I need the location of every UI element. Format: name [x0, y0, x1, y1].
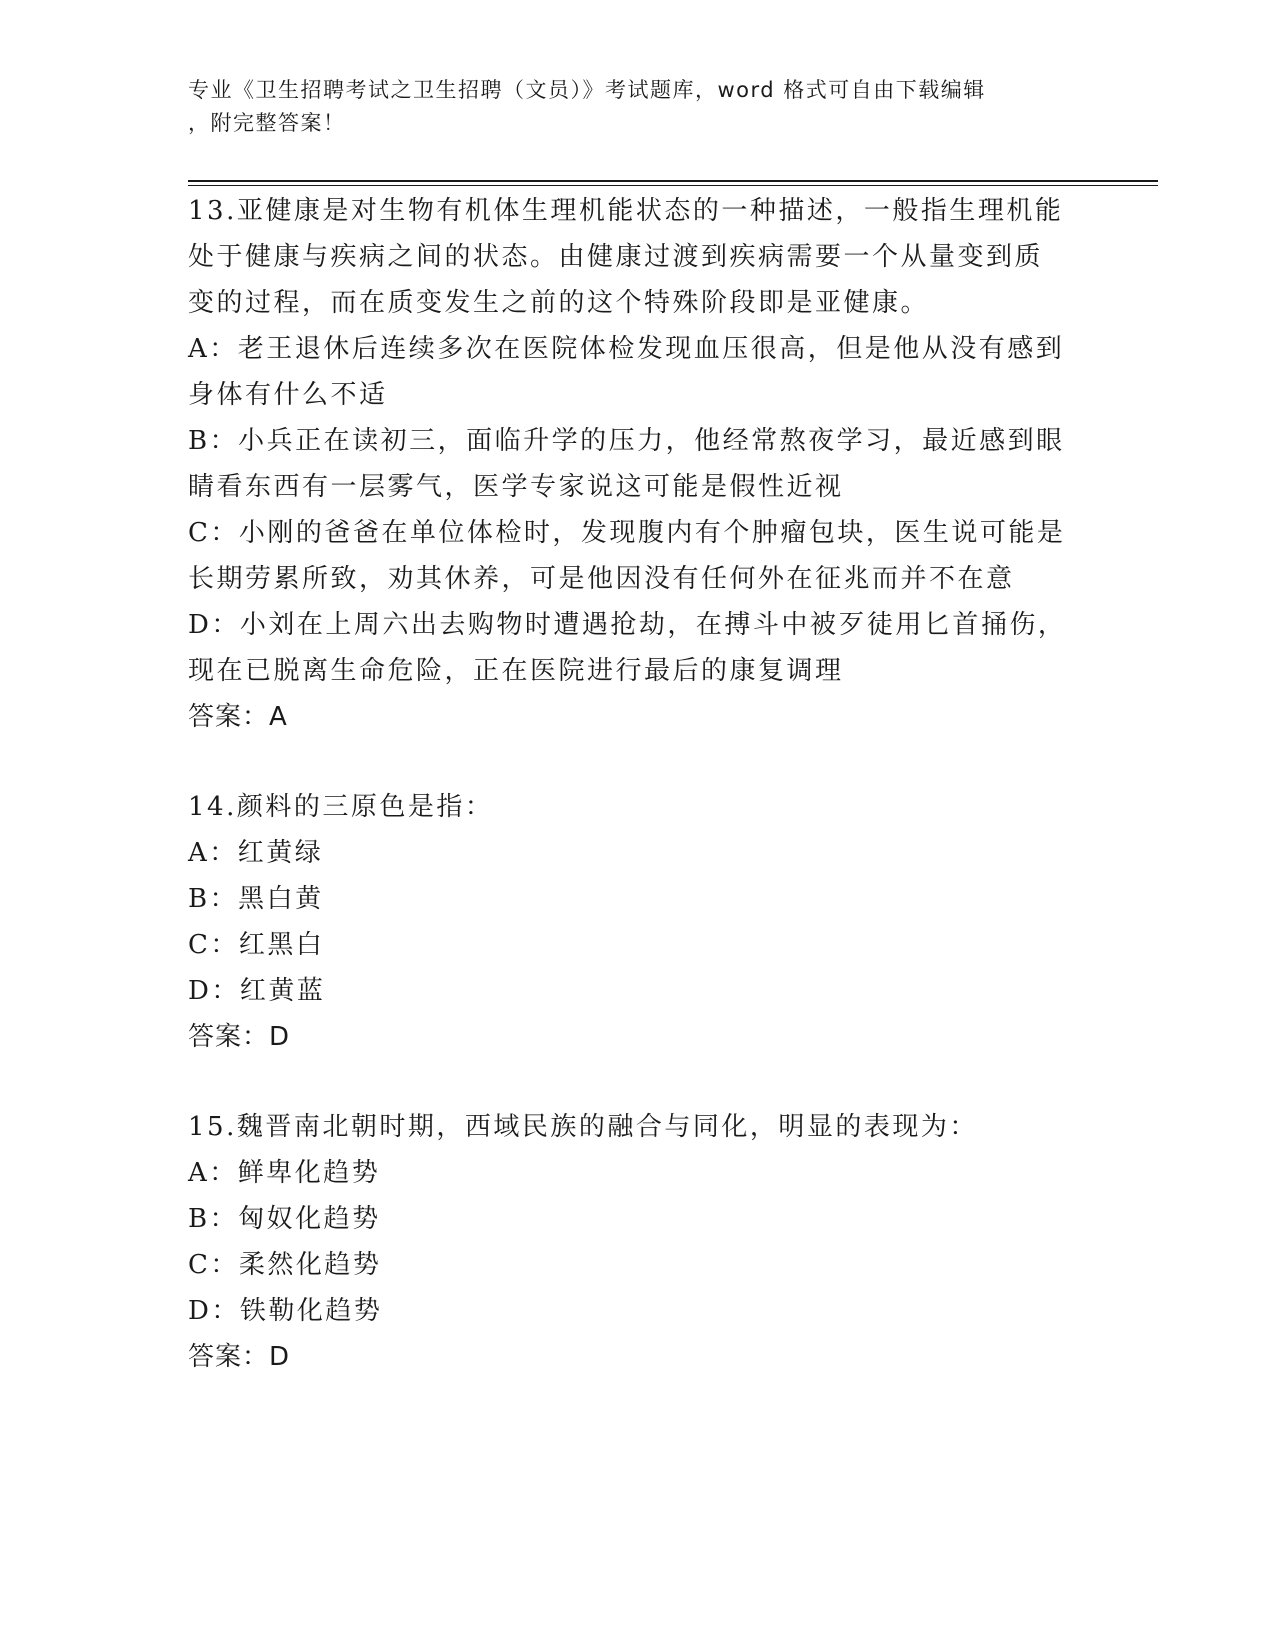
question-stem-line: 14.颜料的三原色是指：: [188, 792, 494, 822]
option-d-line: D：小刘在上周六出去购物时遭遇抢劫，在搏斗中被歹徒用匕首捅伤，: [188, 610, 1067, 640]
option-d-line: D：红黄蓝: [188, 976, 326, 1006]
option-b-line: B：匈奴化趋势: [188, 1204, 381, 1234]
header-line-1: 专业《卫生招聘考试之卫生招聘（文员）》考试题库，word 格式可自由下载编辑: [188, 78, 986, 102]
document-header: [188, 74, 1088, 140]
question-list: [188, 188, 1088, 1380]
question-spacer: [188, 1060, 1088, 1104]
question-15: [188, 1104, 1088, 1380]
option-c-line: 长期劳累所致，劝其休养，可是他因没有任何外在征兆而并不在意: [188, 564, 1015, 594]
option-a-line: A：红黄绿: [188, 838, 324, 868]
question-13: [188, 188, 1088, 740]
option-c-line: C：柔然化趋势: [188, 1250, 382, 1280]
option-b-line: B：小兵正在读初三，面临升学的压力，他经常熬夜学习，最近感到眼: [188, 426, 1065, 456]
option-d-line: 现在已脱离生命危险，正在医院进行最后的康复调理: [188, 656, 844, 686]
question-spacer: [188, 740, 1088, 784]
option-c-line: C：红黑白: [188, 930, 325, 960]
question-stem-line: 处于健康与疾病之间的状态。由健康过渡到疾病需要一个从量变到质: [188, 242, 1044, 272]
question-stem-line: 变的过程，而在质变发生之前的这个特殊阶段即是亚健康。: [188, 288, 930, 318]
answer-line: 答案：D: [188, 1022, 291, 1052]
question-stem-line: 13.亚健康是对生物有机体生理机能状态的一种描述，一般指生理机能: [188, 196, 1064, 226]
option-b-line: B：黑白黄: [188, 884, 324, 914]
option-d-line: D：铁勒化趋势: [188, 1296, 383, 1326]
option-c-line: C：小刚的爸爸在单位体检时，发现腹内有个肿瘤包块，医生说可能是: [188, 518, 1066, 548]
header-rule-thick: [188, 180, 1158, 182]
header-rule-thin: [188, 185, 1158, 186]
option-b-line: 睛看东西有一层雾气，医学专家说这可能是假性近视: [188, 472, 844, 502]
question-stem-line: 15.魏晋南北朝时期，西域民族的融合与同化，明显的表现为：: [188, 1112, 978, 1142]
question-14: [188, 784, 1088, 1060]
option-a-line: 身体有什么不适: [188, 380, 388, 410]
option-a-line: A：老王退休后连续多次在医院体检发现血压很高，但是他从没有感到: [188, 334, 1065, 364]
option-a-line: A：鲜卑化趋势: [188, 1158, 381, 1188]
answer-line: 答案：A: [188, 702, 288, 732]
header-line-2: ，附完整答案！: [188, 111, 346, 135]
answer-line: 答案：D: [188, 1342, 291, 1372]
